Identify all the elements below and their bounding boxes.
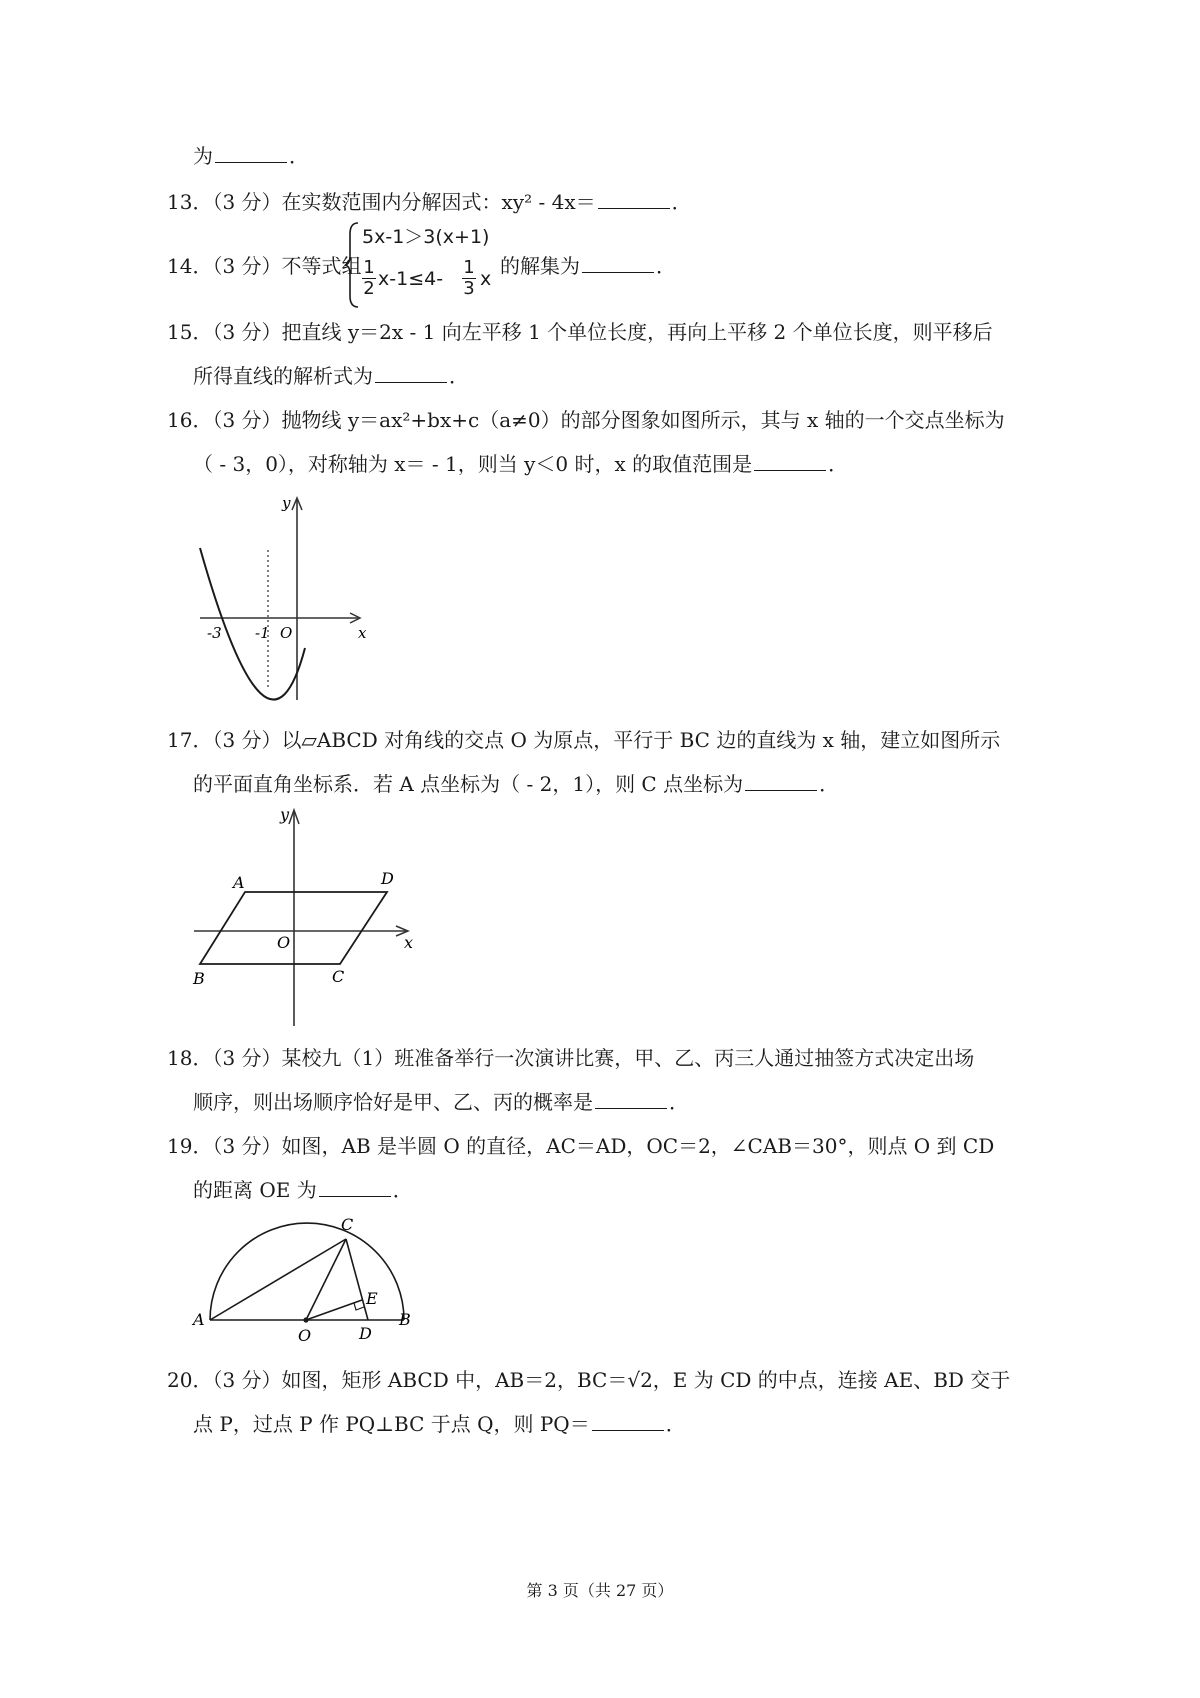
question-13-text: 13．（3 分）在实数范围内分解因式：xy² - 4x＝ xyxy=(167,190,596,214)
fraction-numerator: 1 xyxy=(463,257,475,278)
answer-blank[interactable] xyxy=(319,1178,391,1197)
question-17-line1 xyxy=(167,726,1000,754)
inequality-2-var: x xyxy=(480,268,492,290)
fraction-denominator: 3 xyxy=(463,278,475,299)
parabola-figure xyxy=(190,488,380,703)
inequality-1: 5x-1＞3(x+1) xyxy=(362,226,490,248)
period: ． xyxy=(669,1090,689,1114)
question-17-line2 xyxy=(193,770,839,798)
question-15-line1 xyxy=(167,318,993,346)
center-dot xyxy=(303,1317,308,1322)
label-origin: O xyxy=(298,1326,312,1345)
question-18-text: 18．（3 分）某校九（1）班准备举行一次演讲比赛，甲、乙、丙三人通过抽签方式决定出场 xyxy=(167,1046,975,1070)
period: ． xyxy=(665,1412,686,1436)
fraction-numerator: 1 xyxy=(363,257,375,278)
period: ． xyxy=(671,190,692,214)
answer-blank[interactable] xyxy=(215,144,287,163)
fraction-denominator: 2 xyxy=(363,278,375,299)
answer-blank[interactable] xyxy=(598,190,670,209)
segment-cd xyxy=(346,1239,368,1320)
fraction-half xyxy=(362,258,376,299)
period: ． xyxy=(819,772,840,796)
answer-blank[interactable] xyxy=(592,1412,664,1431)
label-neg3: -3 xyxy=(207,624,222,642)
brace-icon xyxy=(343,220,361,310)
answer-blank[interactable] xyxy=(375,364,447,383)
question-19-text-2: 的距离 OE 为 xyxy=(193,1178,317,1202)
label-y: y xyxy=(282,494,291,512)
semicircle-figure xyxy=(188,1208,428,1348)
inequality-2-text: x-1≤4- xyxy=(378,268,444,290)
right-angle-icon xyxy=(354,1303,364,1310)
label-x: x xyxy=(404,933,414,952)
page-footer: 第 3 页（共 27 页） xyxy=(526,1581,674,1600)
question-19-line1 xyxy=(167,1132,994,1160)
question-19-text: 19．（3 分）如图，AB 是半圆 O 的直径，AC＝AD，OC＝2，∠CAB＝30°，则点 O 到 CD xyxy=(167,1134,995,1158)
question-17-text-2: 的平面直角坐标系．若 A 点坐标为（ - 2，1），则 C 点坐标为 xyxy=(193,772,744,796)
label-x: x xyxy=(358,624,367,642)
label-c: C xyxy=(341,1215,354,1234)
question-18-line2 xyxy=(193,1088,689,1116)
question-20-text-2: 点 P，过点 P 作 PQ⊥BC 于点 Q，则 PQ＝ xyxy=(193,1412,590,1436)
question-13 xyxy=(167,188,692,216)
period: ． xyxy=(656,254,676,278)
question-16-line1 xyxy=(167,406,1005,434)
answer-blank[interactable] xyxy=(754,452,826,471)
label-origin: O xyxy=(280,624,293,642)
label-a: A xyxy=(193,1310,205,1329)
question-20-line1 xyxy=(167,1366,1010,1394)
label-origin: O xyxy=(277,933,291,952)
question-18-line1 xyxy=(167,1044,974,1072)
period: ． xyxy=(449,364,469,388)
question-16-text: 16．（3 分）抛物线 y＝ax²+bx+c（a≠0）的部分图象如图所示，其与 x 轴的一个交点坐标为 xyxy=(167,408,1005,432)
label-b: B xyxy=(193,969,205,988)
question-14-suffix xyxy=(500,252,676,280)
continuation-text: 为 xyxy=(193,144,213,168)
question-15-text: 15．（3 分）把直线 y＝2x - 1 向左平移 1 个单位长度，再向上平移 2 个单位长度，则平移后 xyxy=(167,320,993,344)
answer-blank[interactable] xyxy=(745,772,817,791)
question-15-text-2: 所得直线的解析式为 xyxy=(193,364,373,388)
question-16-text-2: （ - 3，0），对称轴为 x＝ - 1，则当 y＜0 时，x 的取值范围是 xyxy=(193,452,753,476)
label-c: C xyxy=(332,967,345,986)
label-a: A xyxy=(233,873,245,892)
label-b: B xyxy=(399,1310,411,1329)
answer-blank[interactable] xyxy=(582,254,654,273)
period: ． xyxy=(828,452,849,476)
label-y: y xyxy=(280,805,290,824)
parallelogram-figure xyxy=(188,800,428,1030)
period: ． xyxy=(392,1178,413,1202)
question-14-post: 的解集为 xyxy=(500,254,580,278)
label-neg1: -1 xyxy=(255,624,270,642)
question-20-text: 20．（3 分）如图，矩形 ABCD 中，AB＝2，BC＝√2，E 为 CD 的中点，连接 AE、BD 交于 xyxy=(167,1368,1011,1392)
continuation-line xyxy=(193,142,309,170)
question-19-line2 xyxy=(193,1176,413,1204)
label-d: D xyxy=(359,1324,372,1343)
question-16-line2 xyxy=(193,450,848,478)
period: ． xyxy=(289,144,309,168)
question-17-text: 17．（3 分）以▱ABCD 对角线的交点 O 为原点，平行于 BC 边的直线为 x 轴，建立如图所示 xyxy=(167,728,1001,752)
question-14-text: 14．（3 分）不等式组 xyxy=(167,254,362,278)
label-d: D xyxy=(381,869,394,888)
fraction-third xyxy=(462,258,476,299)
inequality-2 xyxy=(362,258,502,302)
answer-blank[interactable] xyxy=(595,1090,667,1109)
question-20-line2 xyxy=(193,1410,686,1438)
question-18-text-2: 顺序，则出场顺序恰好是甲、乙、丙的概率是 xyxy=(193,1090,593,1114)
label-e: E xyxy=(366,1289,378,1308)
question-15-line2 xyxy=(193,362,469,390)
question-14-prefix xyxy=(167,252,362,280)
